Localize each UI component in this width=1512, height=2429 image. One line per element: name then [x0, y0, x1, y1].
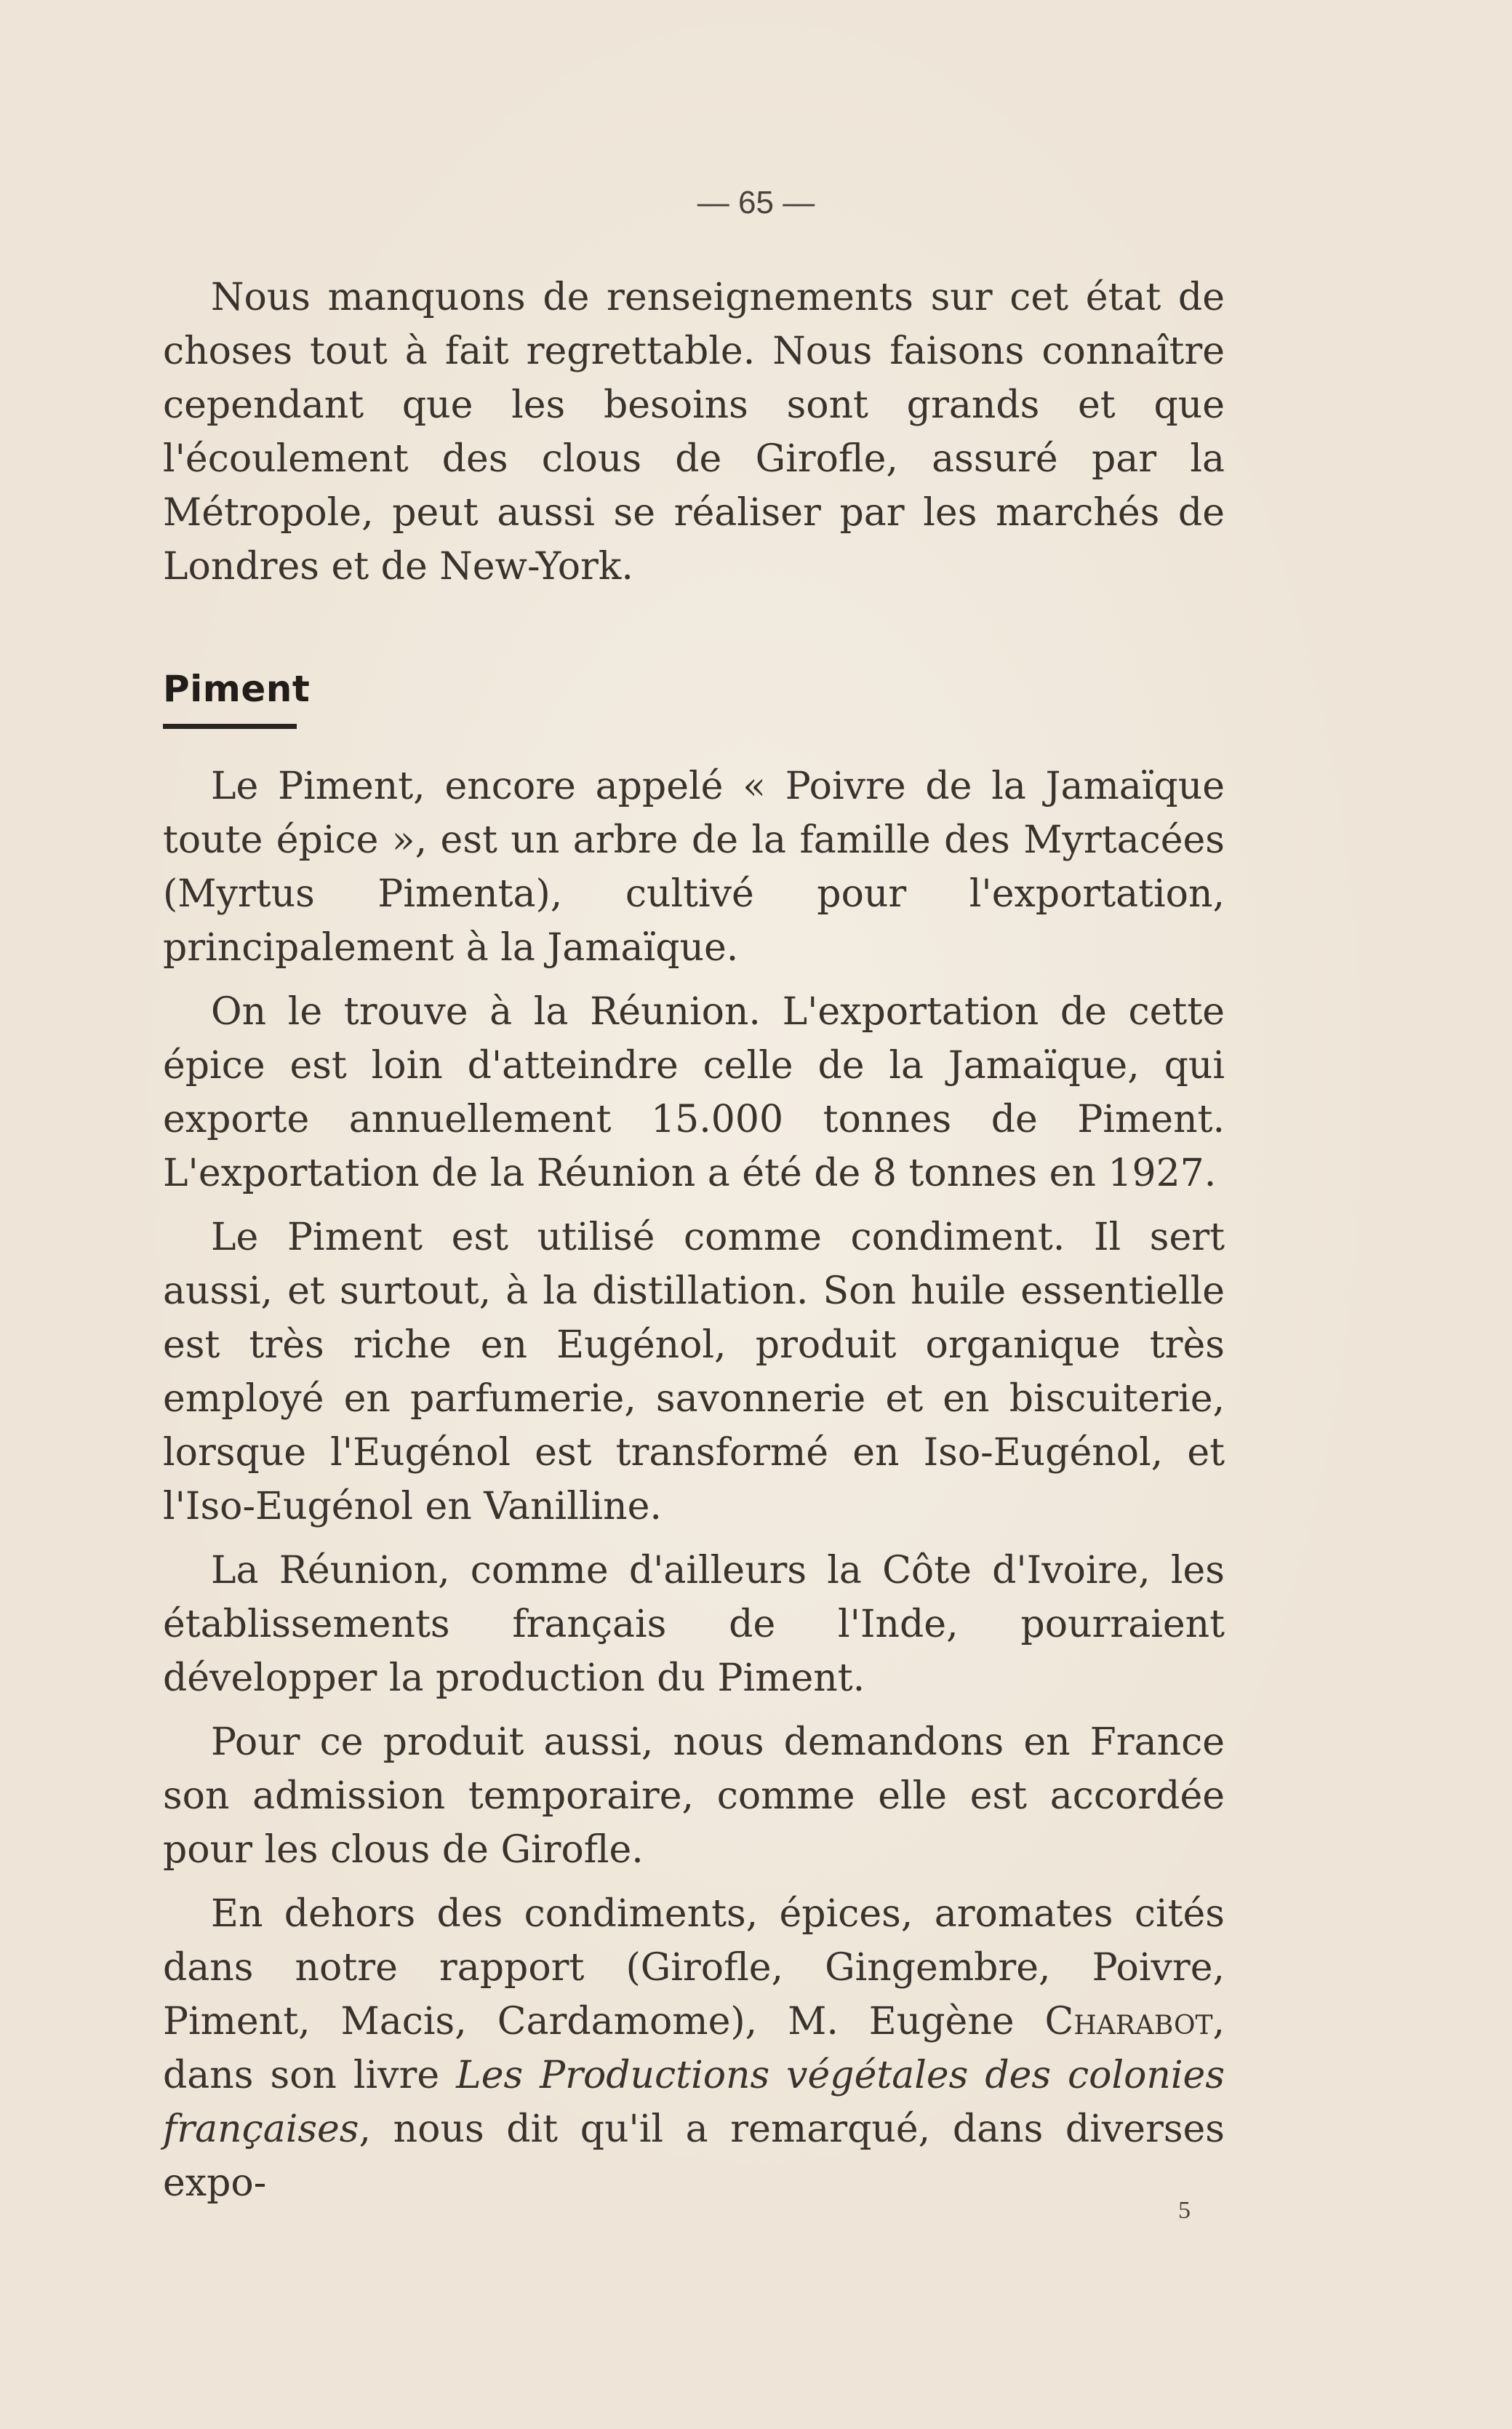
heading-underline	[163, 724, 297, 729]
piment-section-body	[163, 759, 1225, 2220]
paragraph-piment-uses: Le Piment est utilisé comme condiment. Il sert aussi, et surtout, à la distillation. Son huile essentielle est très riche en Eugénol, produit organique très employé en parfumerie, savonnerie et en biscuiterie, lorsque l'Eugénol est transformé en Iso-Eugénol, et l'Iso-Eugénol en Vanilline.	[163, 1216, 1225, 1528]
paragraph-other-condiments	[163, 1887, 1225, 2210]
paragraph-piment-production: La Réunion, comme d'ailleurs la Côte d'Ivoire, les établissements français de l'Inde, pourraient développer la production du Piment.	[163, 1549, 1225, 1700]
text-segment: , nous dit qu'il a remarqué, dans diverses expo-	[163, 2107, 1225, 2205]
section-heading-piment: Piment	[163, 668, 311, 710]
signature-mark: 5	[1178, 2197, 1191, 2224]
book-title: Les Productions végétales des colonies françaises	[163, 2054, 1225, 2151]
paragraph-piment-export: On le trouve à la Réunion. L'exportation de cette épice est loin d'atteindre celle de la Jamaïque, qui exporte annuellement 15.000 tonnes de Piment. L'exportation de la Réunion a été de 8 tonnes en 1927.	[163, 990, 1225, 1195]
intro-block	[163, 271, 1225, 594]
paragraph-piment-definition: Le Piment, encore appelé « Poivre de la Jamaïque toute épice », est un arbre de la famille des Myrtacées (Myrtus Pimenta), cultivé pour l'exportation, principalement à la Jamaïque.	[163, 765, 1225, 970]
intro-paragraph: Nous manquons de renseignements sur cet état de choses tout à fait regrettable. Nous faisons connaître cependant que les besoins sont grands et que l'écoulement des clous de Girofle, assuré par la Métropole, peut aussi se réaliser par les marchés de Londres et de New-York.	[163, 276, 1225, 589]
author-name: Charabot	[1044, 2000, 1213, 2043]
text-segment: , dans son livre	[163, 2000, 1225, 2097]
paragraph-piment-admission: Pour ce produit aussi, nous demandons en France son admission temporaire, comme elle est accordée pour les clous de Girofle.	[163, 1720, 1225, 1872]
page-number: — 65 —	[697, 185, 815, 220]
text-segment: En dehors des condiments, épices, aromates cités dans notre rapport (Girofle, Gingembre, Poivre, Piment, Macis, Cardamome), M. Eugène	[163, 1892, 1225, 2043]
